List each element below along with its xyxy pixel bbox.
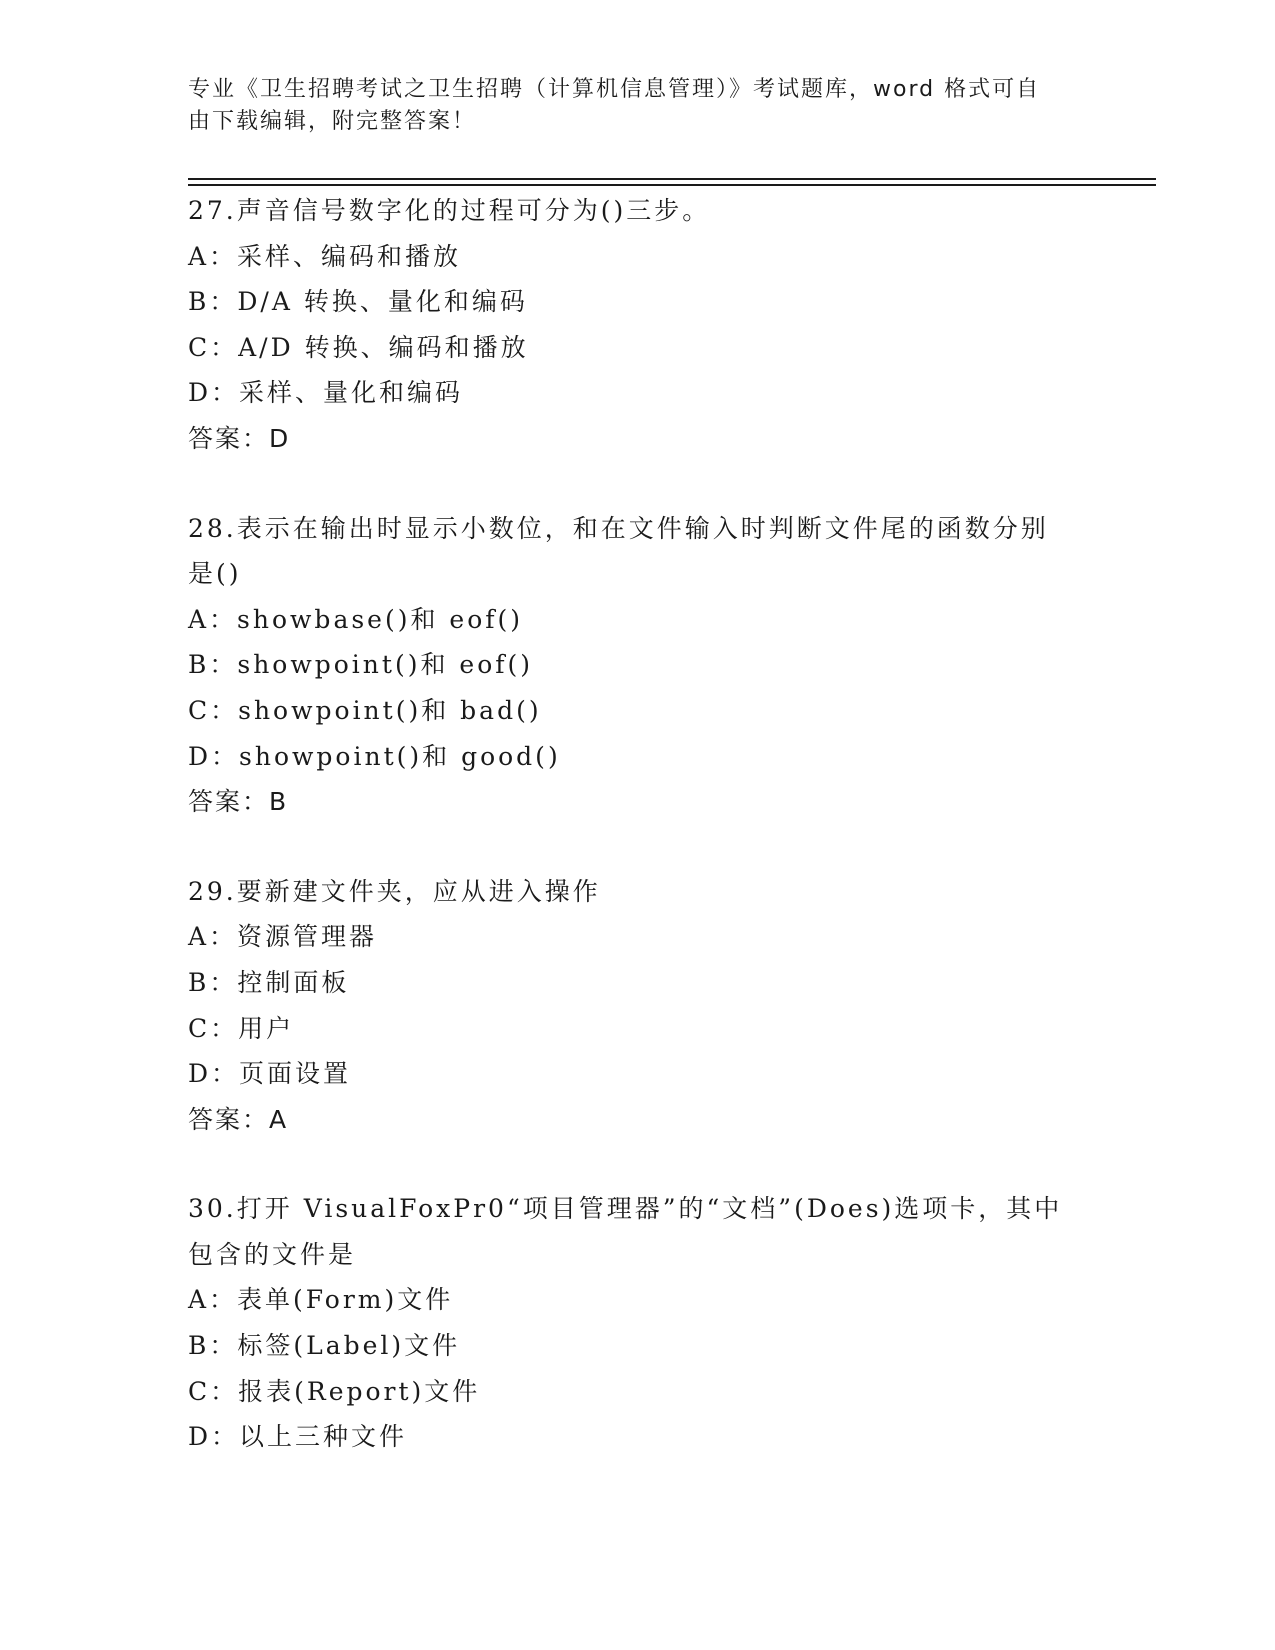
option-c: C：用户 bbox=[188, 1013, 295, 1043]
option-b: B：showpoint()和 eof() bbox=[188, 650, 534, 680]
question-stem: 27.声音信号数字化的过程可分为()三步。 bbox=[188, 196, 711, 225]
answer-label: 答案：B bbox=[188, 787, 289, 817]
option-b: B：标签(Label)文件 bbox=[188, 1331, 461, 1361]
question-list bbox=[188, 188, 1088, 1504]
option-a: A：资源管理器 bbox=[188, 922, 378, 952]
option-d: D：页面设置 bbox=[188, 1059, 352, 1089]
header-line: 专业《卫生招聘考试之卫生招聘（计算机信息管理）》考试题库，word 格式可自 bbox=[188, 77, 1041, 102]
document-header bbox=[188, 74, 1088, 138]
option-d: D：以上三种文件 bbox=[188, 1422, 408, 1452]
option-b: B：D/A 转换、量化和编码 bbox=[188, 287, 528, 317]
question-29 bbox=[188, 869, 1088, 1143]
option-d: D：采样、量化和编码 bbox=[188, 378, 464, 408]
option-b: B：控制面板 bbox=[188, 967, 350, 997]
answer-label: 答案：D bbox=[188, 423, 291, 453]
header-divider-top bbox=[188, 178, 1156, 180]
answer-label: 答案：A bbox=[188, 1104, 289, 1134]
option-a: A：showbase()和 eof() bbox=[188, 604, 524, 634]
option-d: D：showpoint()和 good() bbox=[188, 741, 561, 771]
option-a: A：表单(Form)文件 bbox=[188, 1285, 454, 1315]
question-stem: 30.打开 VisualFoxPr0“项目管理器”的“文档”(Does)选项卡，其中 bbox=[188, 1194, 1063, 1224]
question-stem: 28.表示在输出时显示小数位，和在文件输入时判断文件尾的函数分别 bbox=[188, 513, 1049, 543]
question-stem-continued: 包含的文件是 bbox=[188, 1239, 357, 1269]
question-stem-continued: 是() bbox=[188, 559, 242, 589]
header-divider-bottom bbox=[188, 184, 1156, 186]
question-27 bbox=[188, 188, 1088, 462]
question-stem: 29.要新建文件夹，应从进入操作 bbox=[188, 876, 601, 906]
question-30 bbox=[188, 1186, 1088, 1460]
option-a: A：采样、编码和播放 bbox=[188, 241, 462, 271]
header-line: 由下载编辑，附完整答案！ bbox=[188, 109, 477, 134]
option-c: C：showpoint()和 bad() bbox=[188, 695, 542, 725]
option-c: C：A/D 转换、编码和播放 bbox=[188, 332, 529, 362]
option-c: C：报表(Report)文件 bbox=[188, 1376, 481, 1406]
question-28 bbox=[188, 506, 1088, 825]
